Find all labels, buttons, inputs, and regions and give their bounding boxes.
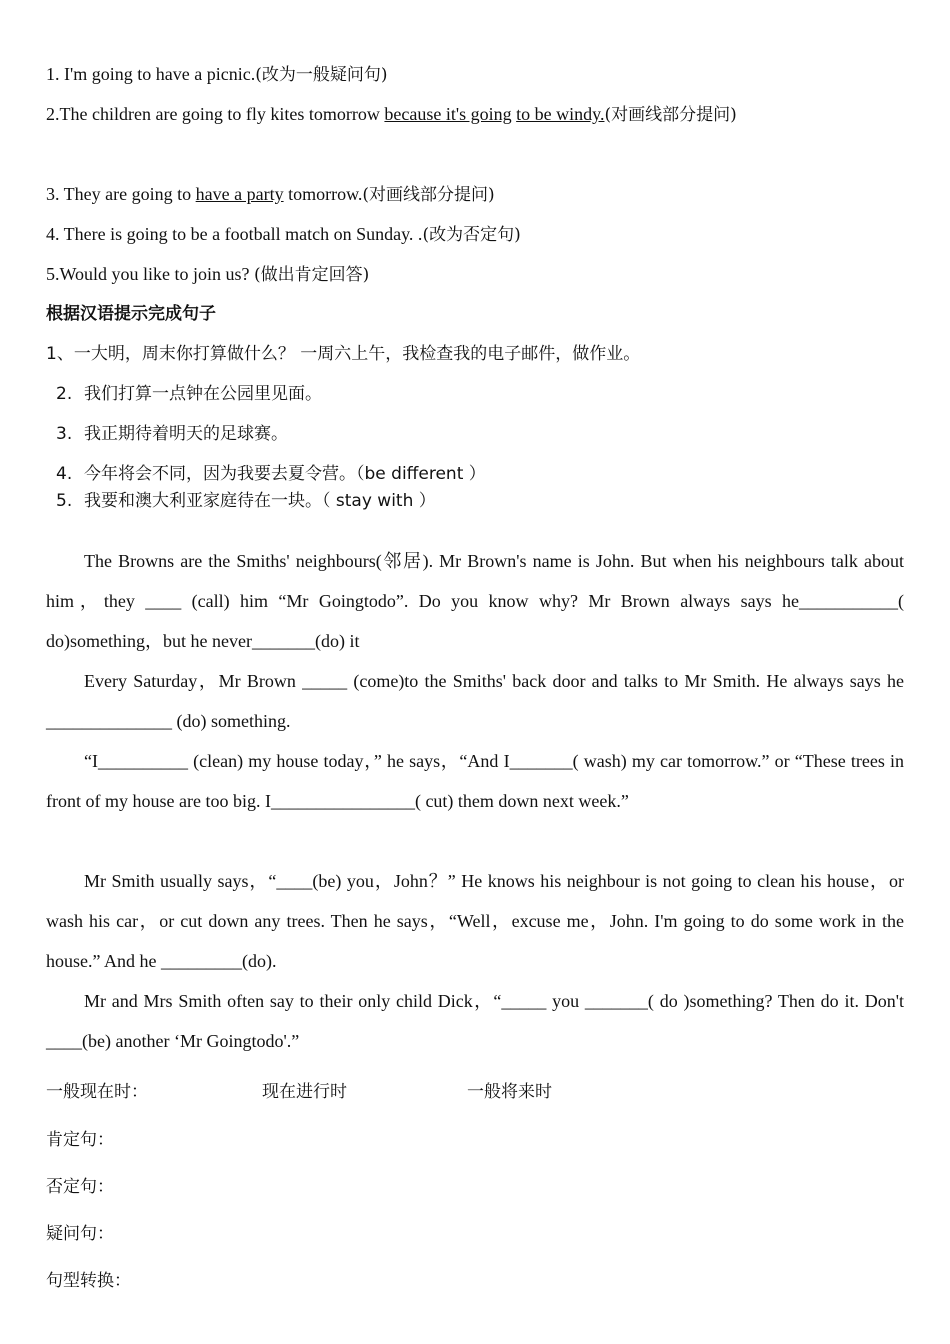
item-text: 我要和澳大利亚家庭待在一块。（ stay with ） <box>84 491 436 511</box>
item-number: 3. <box>56 424 73 444</box>
exercise-2-underline-1: because it's going <box>384 104 512 124</box>
exercise-4 <box>46 222 521 247</box>
exercise-2-underline-2: to be windy. <box>516 104 605 124</box>
exercise-1 <box>46 62 387 87</box>
passage-paragraph-3: “I__________ (clean) my house today，” he says，“And I_______( wash) my car tomorrow.” or “These trees in front of my house are too big. I________________( cut) them down next week.” <box>46 751 904 811</box>
item-number: 2. <box>56 384 73 404</box>
summary-present-continuous: 现在进行时 <box>262 1082 347 1102</box>
passage-paragraph-5: Mr and Mrs Smith often say to their only child Dick，“_____ you _______( do )something? Then do it. Don't ____(be) another ‘Mr Goingtodo'.” <box>46 991 904 1051</box>
exercise-3-underline: have a party <box>195 184 284 204</box>
exercise-5-note: (做出肯定回答) <box>254 265 370 285</box>
exercise-1-text: 1. I'm going to have a picnic. <box>46 64 256 84</box>
passage-spacer <box>46 821 904 861</box>
section-heading: 根据汉语提示完成句子 <box>46 304 216 324</box>
exercise-3-post: tomorrow. <box>283 184 363 204</box>
exercise-3-note: (对画线部分提问) <box>362 185 495 205</box>
exercise-5-text: 5.Would you like to join us? <box>46 264 255 284</box>
exercise-5 <box>46 262 369 287</box>
item-number: 5. <box>56 491 73 511</box>
item-text: 我们打算一点钟在公园里见面。 <box>84 384 322 404</box>
passage <box>46 541 904 1061</box>
summary-transform: 句型转换： <box>46 1271 131 1291</box>
passage-paragraph-2: Every Saturday，Mr Brown _____ (come)to the Smiths' back door and talks to Mr Smith. He always says he ______________ (do) something. <box>46 671 904 731</box>
translation-item-5 <box>46 489 436 513</box>
summary-negative: 否定句： <box>46 1177 114 1197</box>
exercise-3-text: 3. They are going to <box>46 184 196 204</box>
summary-question: 疑问句： <box>46 1224 114 1244</box>
exercise-4-text: 4. There is going to be a football match on Sunday. . <box>46 224 423 244</box>
translation-item-2 <box>46 382 322 406</box>
passage-paragraph-4: Mr Smith usually says，“____(be) you，John？” He knows his neighbour is not going to clean his house，or wash his car，or cut down any trees. Then he says，“Well，excuse me，John. I'm going to do some work in the house.” And he _________(do). <box>46 871 904 971</box>
summary-affirmative: 肯定句： <box>46 1130 114 1150</box>
exercise-1-note: (改为一般疑问句) <box>255 65 388 85</box>
translation-item-4 <box>46 462 486 486</box>
passage-paragraph-1: The Browns are the Smiths' neighbours(邻居). Mr Brown's name is John. But when his neighbours talk about him，they ____ (call) him “Mr Goingtodo”. Do you know why? Mr Brown always says he___________( do)something，but he never_______(do) it <box>46 551 904 651</box>
item-number: 4. <box>56 464 73 484</box>
translation-item-1: 1、一大明，周末你打算做什么？ 一周六上午，我检查我的电子邮件，做作业。 <box>46 344 641 364</box>
exercise-3 <box>46 182 495 207</box>
exercise-2-note: (对画线部分提问) <box>604 105 737 125</box>
exercise-2-text: 2.The children are going to fly kites tomorrow <box>46 104 385 124</box>
summary-future-simple: 一般将来时 <box>467 1082 552 1102</box>
exercise-2 <box>46 102 737 127</box>
item-text: 我正期待着明天的足球赛。 <box>84 424 288 444</box>
summary-present-simple: 一般现在时： <box>46 1082 148 1102</box>
item-text: 今年将会不同，因为我要去夏令营。（be different ） <box>84 464 486 484</box>
exercise-4-note: (改为否定句) <box>422 225 521 245</box>
translation-item-3 <box>46 422 288 446</box>
